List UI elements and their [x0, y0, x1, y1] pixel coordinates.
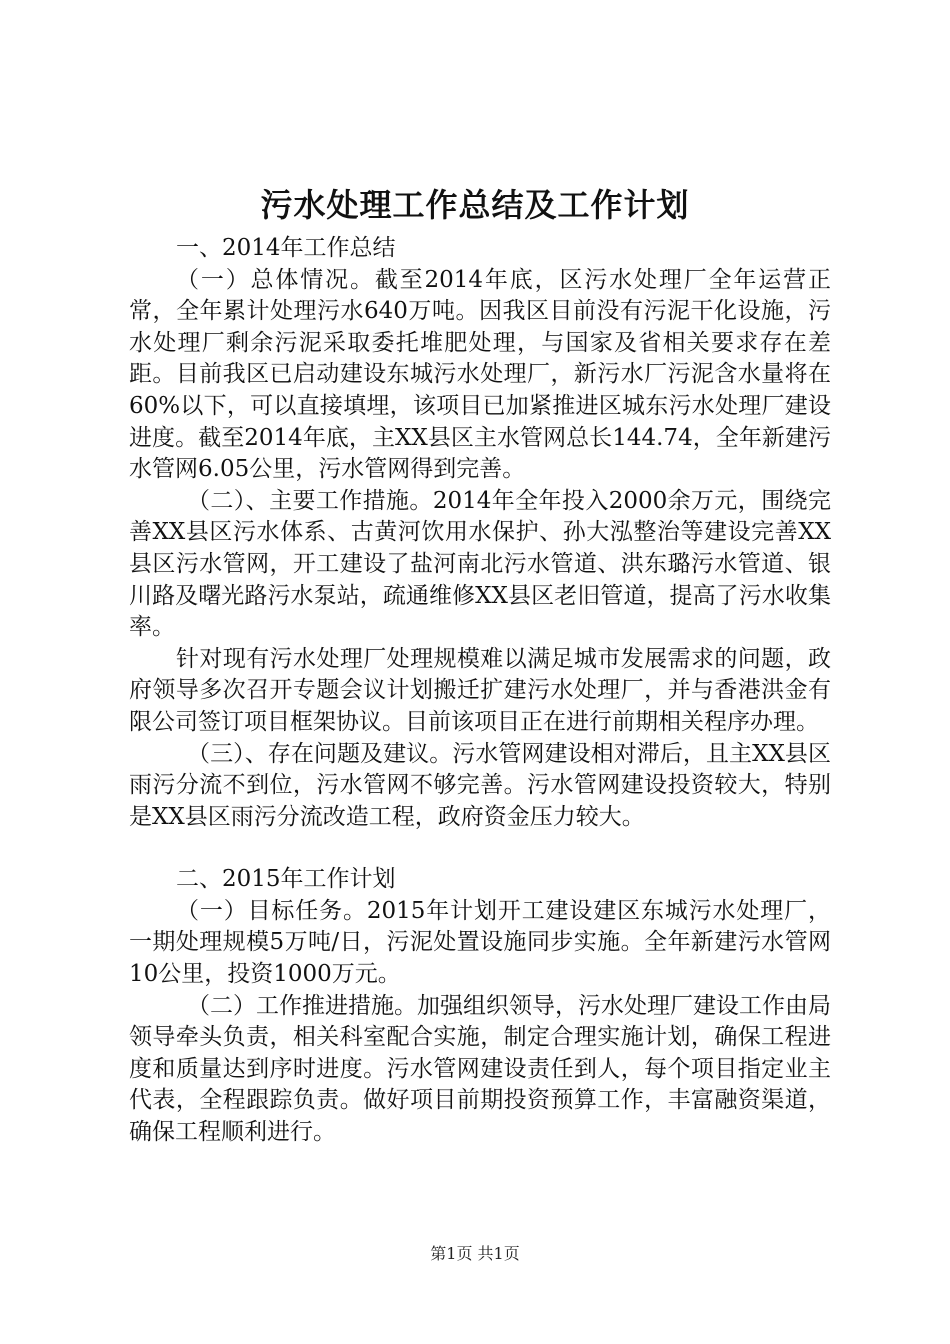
paragraph-main-measures: （二）、主要工作措施。2014年全年投入2000余万元，围绕完善XX县区污水体系、古黄河饮用水保护、孙大泓整治等建设完善XX县区污水管网，开工建设了盐河南北污水管道、洪东璐污水管道、银川路及曙光路污水泵站，疏通维修XX县区老旧管道，提高了污水收集率。: [129, 487, 831, 641]
section-spacer: [129, 833, 831, 864]
section-heading-2015-plan: 二、2015年工作计划: [176, 866, 396, 893]
paragraph-work-measures: （二）工作推进措施。加强组织领导，污水处理厂建设工作由局领导牵头负责，相关科室配合实施，制定合理实施计划，确保工程进度和质量达到序时进度。污水管网建设责任到人，每个项目指定业主代表，全程跟踪负责。做好项目前期投资预算工作，丰富融资渠道，确保工程顺利进行。: [129, 992, 831, 1146]
paragraph-problems-suggestions: （三）、存在问题及建议。污水管网建设相对滞后，且主XX县区雨污分流不到位，污水管网不够完善。污水管网建设投资较大，特别是XX县区雨污分流改造工程，政府资金压力较大。: [129, 740, 831, 830]
section-heading-2014-summary: 一、2014年工作总结: [176, 235, 396, 261]
document-title: 污水处理工作总结及工作计划: [260, 186, 690, 224]
paragraph-overall-situation: （一）总体情况。截至2014年底，区污水处理厂全年运营正常，全年累计处理污水640万吨。因我区目前没有污泥干化设施，污水处理厂剩余污泥采取委托堆肥处理，与国家及省相关要求存在差距。目前我区已启动建设东城污水处理厂，新污水厂污泥含水量将在60%以下，可以直接填埋，该项目已加紧推进区城东污水处理厂建设进度。截至2014年底，主XX县区主水管网总长144.74，全年新建污水管网6.05公里，污水管网得到完善。: [129, 266, 831, 483]
paragraph-relocation-plan: 针对现有污水处理厂处理规模难以满足城市发展需求的问题，政府领导多次召开专题会议计划搬迁扩建污水处理厂，并与香港洪金有限公司签订项目框架协议。目前该项目正在进行前期相关程序办理。: [129, 645, 831, 735]
paragraph-target-tasks: （一）目标任务。2015年计划开工建设建区东城污水处理厂，一期处理规模5万吨/日，污泥处置设施同步实施。全年新建污水管网10公里，投资1000万元。: [129, 897, 831, 988]
document-body: [129, 233, 831, 1149]
page-number-footer: 第1页 共1页: [430, 1244, 520, 1263]
